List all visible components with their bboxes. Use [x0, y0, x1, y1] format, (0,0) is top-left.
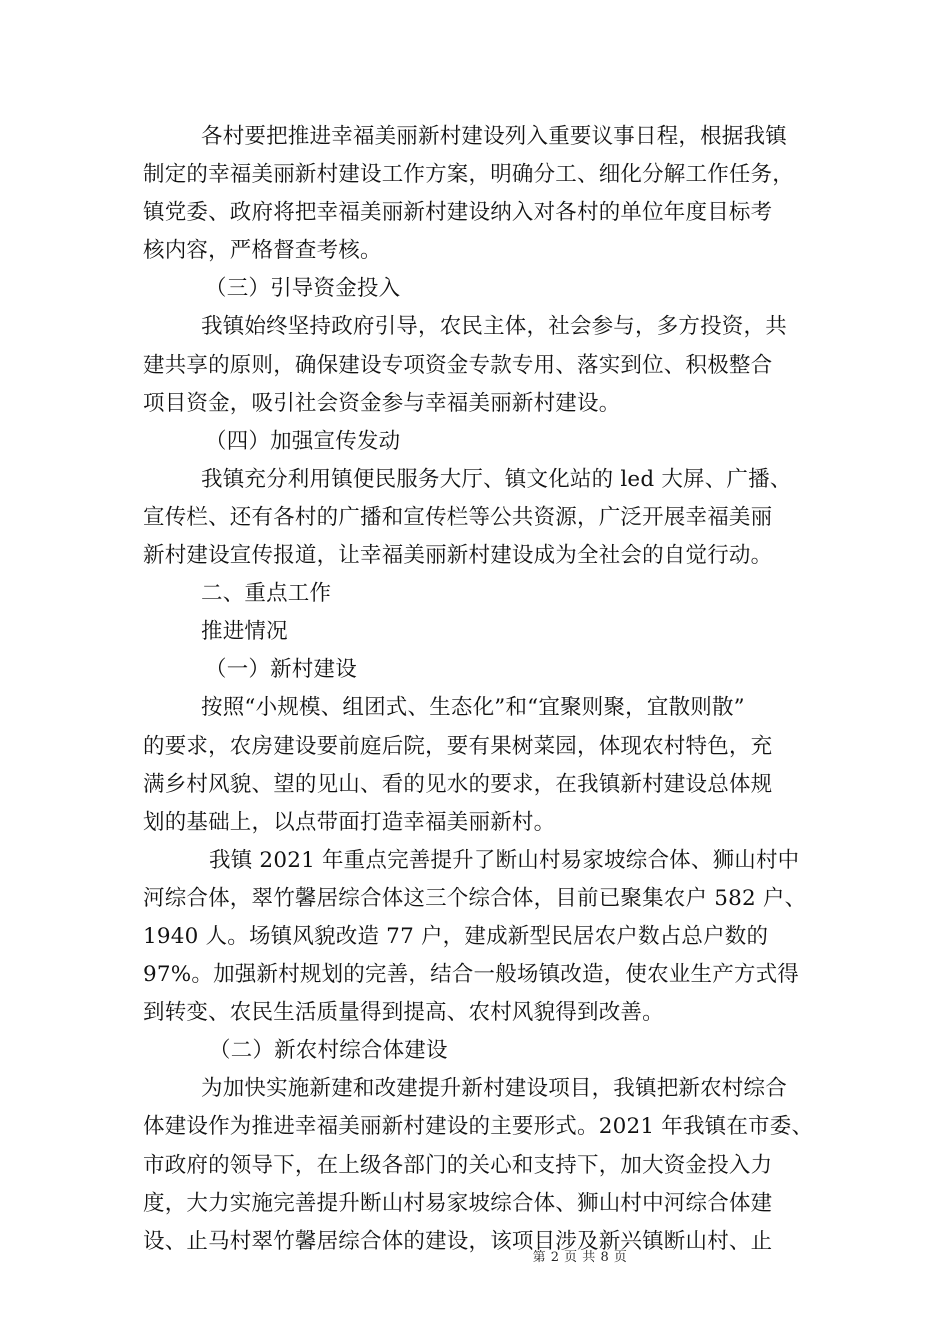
- text-line: 满乡村风貌、望的见山、看的见水的要求，在我镇新村建设总体规: [143, 771, 773, 797]
- text-line: 制定的幸福美丽新村建设工作方案，明确分工、细化分解工作任务，: [143, 162, 795, 188]
- page-number: 第 2 页 共 8 页: [532, 1250, 628, 1265]
- text-line: 1940 人。场镇风貌改造 77 户，建成新型民居农户数占总户数的: [143, 923, 769, 949]
- text-line: （三）引导资金投入: [205, 276, 401, 302]
- text-line: 体建设作为推进幸福美丽新村建设的主要形式。2021 年我镇在市委、: [143, 1114, 814, 1140]
- page-footer: [0, 1246, 950, 1265]
- text-line: 推进情况: [201, 619, 288, 645]
- text-line: 市政府的领导下，在上级各部门的关心和支持下，加大资金投入力: [143, 1152, 773, 1178]
- text-line: 宣传栏、还有各村的广播和宣传栏等公共资源，广泛开展幸福美丽: [143, 504, 773, 530]
- text-line: 设、止马村翠竹馨居综合体的建设，该项目涉及新兴镇断山村、止: [143, 1228, 773, 1254]
- text-line: （一）新村建设: [205, 657, 357, 683]
- text-line: 各村要把推进幸福美丽新村建设列入重要议事日程，根据我镇: [201, 124, 787, 149]
- text-line: 我镇 2021 年重点完善提升了断山村易家坡综合体、狮山村中: [209, 847, 800, 873]
- text-line: 镇党委、政府将把幸福美丽新村建设纳入对各村的单位年度目标考: [143, 200, 773, 226]
- body-text: [143, 118, 814, 1261]
- text-line: 划的基础上，以点带面打造幸福美丽新村。: [143, 809, 556, 835]
- text-line: 按照“小规模、组团式、生态化”和“宜聚则聚，宜散则散”: [201, 695, 745, 721]
- text-line: 核内容，严格督查考核。: [143, 238, 382, 264]
- text-line: 到转变、农民生活质量得到提高、农村风貌得到改善。: [143, 1000, 664, 1026]
- text-line: 新村建设宣传报道，让幸福美丽新村建设成为全社会的自觉行动。: [143, 543, 773, 569]
- text-line: 二、重点工作: [201, 581, 332, 607]
- text-line: （四）加强宣传发动: [205, 428, 401, 454]
- text-line: 97%。加强新村规划的完善，结合一般场镇改造，使农业生产方式得: [143, 962, 799, 988]
- text-line: 的要求，农房建设要前庭后院，要有果树菜园，体现农村特色，充: [143, 733, 773, 759]
- text-line: 河综合体，翠竹馨居综合体这三个综合体，目前已聚集农户 582 户、: [143, 885, 807, 911]
- text-line: 度，大力实施完善提升断山村易家坡综合体、狮山村中河综合体建: [143, 1190, 773, 1216]
- text-line: 我镇始终坚持政府引导，农民主体，社会参与，多方投资，共: [201, 314, 787, 340]
- text-line: （二）新农村综合体建设: [209, 1038, 448, 1064]
- text-line: 我镇充分利用镇便民服务大厅、镇文化站的 led 大屏、广播、: [201, 466, 792, 492]
- text-line: 项目资金，吸引社会资金参与幸福美丽新村建设。: [143, 390, 621, 416]
- text-line: 建共享的原则，确保建设专项资金专款专用、落实到位、积极整合: [143, 352, 773, 378]
- text-line: 为加快实施新建和改建提升新村建设项目，我镇把新农村综合: [201, 1076, 787, 1102]
